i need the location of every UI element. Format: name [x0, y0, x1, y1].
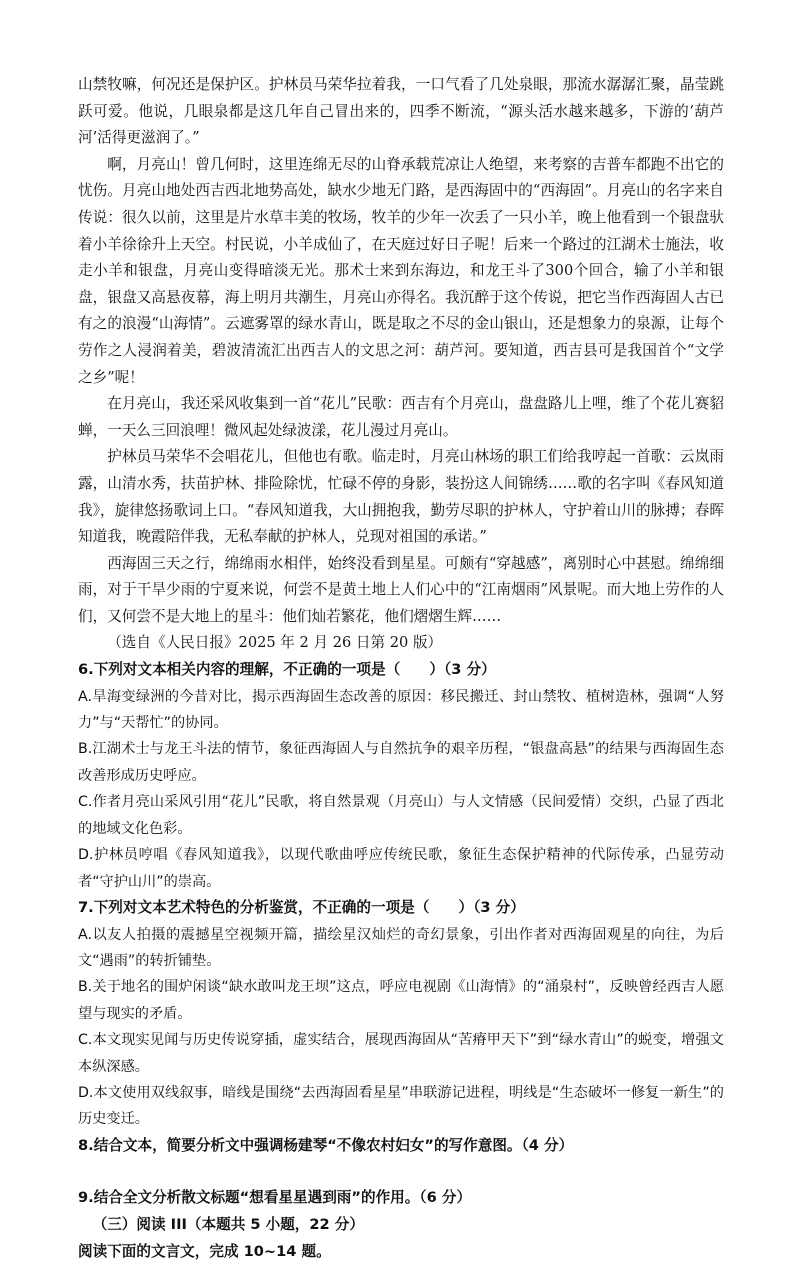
- passage-paragraph-1: 山禁牧嘛，何况还是保护区。护林员马荣华拉着我，一口气看了几处泉眼，那流水潺潺汇聚，晶莹跳跃可爱。他说，几眼泉都是这几年自己冒出来的，四季不断流，“源头活水越来越多，下游的‘葫芦河’活得更滋润了。”: [78, 76, 724, 147]
- passage-paragraph-3: 在月亮山，我还采风收集到一首“花儿”民歌：西吉有个月亮山，盘盘路儿上哩，维了个花儿赛貂蝉，一天么三回浪哩！微风起处绿波漾，花儿漫过月亮山。: [78, 395, 724, 439]
- question-7-option-a: A.以友人拍摄的震撼星空视频开篇，描绘星汉灿烂的奇幻景象，引出作者对西海固观星的向往，为后文“遇雨”的转折铺垫。: [78, 926, 724, 969]
- question-6-option-c: C.作者月亮山采风引用“花儿”民歌，将自然景观（月亮山）与人文情感（民间爱情）交织，凸显了西北的地域文化色彩。: [78, 794, 724, 837]
- question-6-option-b: B.江湖术士与龙王斗法的情节，象征西海固人与自然抗争的艰辛历程，“银盘高悬”的结果与西海固生态改善形成历史呼应。: [78, 741, 724, 784]
- passage-paragraph-2: 啊，月亮山！曾几何时，这里连绵无尽的山脊承载荒凉让人绝望，来考察的吉普车都跑不出它的忧伤。月亮山地处西吉西北地势高处，缺水少地无门路，是西海固中的“西海固”。月亮山的名字来自传说：很久以前，这里是片水草丰美的牧场，牧羊的少年一次丢了一只小羊，晚上他看到一个银盘驮着小羊徐徐升上天空。村民说，小羊成仙了，在天庭过好日子呢！后来一个路过的江湖术士施法，收走小羊和银盘，月亮山变得暗淡无光。那术士来到东海边，和龙王斗了300个回合，输了小羊和银盘，银盘又高悬夜幕，海上明月共潮生，月亮山亦得名。我沉醉于这个传说，把它当作西海固人古已有之的浪漫“山海情”。云遮雾罩的绿水青山，既是取之不尽的金山银山，还是想象力的泉源，让每个劳作之人浸润着美，碧波清流汇出西吉人的文思之河：葫芦河。要知道，西吉县可是我国首个“文学之乡”呢！: [78, 155, 724, 386]
- question-6-stem: 6.下列对文本相关内容的理解，不正确的一项是（ ）（3 分）: [78, 661, 496, 679]
- passage-source: （选自《人民日报》2025 年 2 月 26 日第 20 版）: [107, 634, 443, 652]
- answer-space: [78, 1159, 724, 1185]
- section-heading: （三）阅读 III（本题共 5 小题，22 分）: [92, 1215, 364, 1233]
- question-7-option-c: C.本文现实见闻与历史传说穿插，虚实结合，展现西海固从“苦瘠甲天下”到“绿水青山”的蜕变，增强文本纵深感。: [78, 1032, 724, 1075]
- question-6-option-a: A.旱海变绿洲的今昔对比，揭示西海固生态改善的原因：移民搬迁、封山禁牧、植树造林，强调“人努力”与“天帮忙”的协同。: [78, 688, 724, 732]
- question-7-option-d: D.本文使用双线叙事，暗线是围绕“去西海固看星星”串联游记进程，明线是“生态破坏一修复一新生”的历史变迁。: [78, 1084, 724, 1128]
- question-9-stem: 9.结合全文分析散文标题“想看星星遇到雨”的作用。（6 分）: [78, 1189, 472, 1207]
- passage-paragraph-4: 护林员马荣华不会唱花儿，但他也有歌。临走时，月亮山林场的职工们给我哼起一首歌：云岚雨露，山清水秀，扶苗护林、排险除忧，忙碌不停的身影，装扮这人间锦绣……歌的名字叫《春风知道我》，旋律悠扬歌词上口。“春风知道我，大山拥抱我，勤劳尽职的护林人，守护着山川的脉搏；春晖知道我，晚霞陪伴我，无私奉献的护林人，兑现对祖国的承诺。”: [78, 448, 724, 546]
- question-6-option-d: D.护林员哼唱《春风知道我》，以现代歌曲呼应传统民歌，象征生态保护精神的代际传承，凸显劳动者“守护山川”的崇高。: [78, 847, 724, 890]
- question-7-option-b: B.关于地名的围炉闲谈“缺水敢叫龙王坝”这点，呼应电视剧《山海情》的“涌泉村”，反映曾经西吉人愿望与现实的矛盾。: [78, 979, 724, 1022]
- passage-paragraph-5: 西海固三天之行，绵绵雨水相伴，始终没看到星星。可颇有“穿越感”，离别时心中甚慰。绵绵细雨，对于干旱少雨的宁夏来说，何尝不是黄土地上人们心中的“江南烟雨”风景呢。而大地上劳作的人们，又何尝不是大地上的星斗：他们灿若繁花，他们熠熠生辉……: [78, 554, 724, 625]
- question-8-stem: 8.结合文本，简要分析文中强调杨建琴“不像农村妇女”的写作意图。（4 分）: [78, 1136, 574, 1154]
- question-7-stem: 7.下列对文本艺术特色的分析鉴赏，不正确的一项是（ ）（3 分）: [78, 898, 525, 916]
- section-instruction: 阅读下面的文言文，完成 10~14 题。: [78, 1242, 331, 1260]
